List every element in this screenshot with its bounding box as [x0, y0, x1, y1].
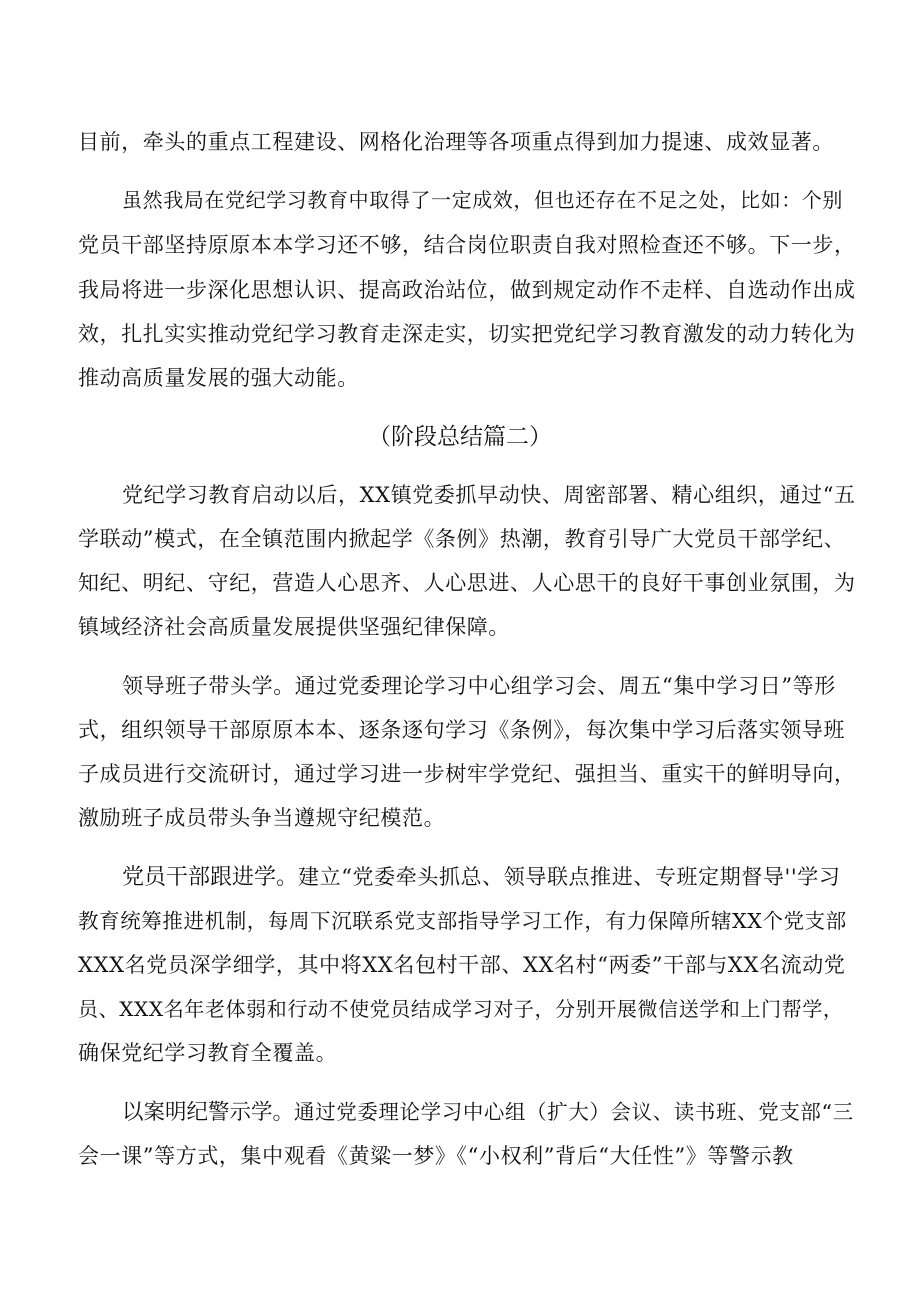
paragraph-line: 效，扎扎实实推动党纪学习教育走深走实，切实把党纪学习教育激发的动力转化为 [78, 322, 856, 346]
paragraph-line: 式，组织领导干部原原本本、逐条逐句学习《条例》，每次集中学习后落实领导班 [78, 718, 846, 742]
paragraph-text: 建立“党委牵头抓总、领导联点推进、专班定期督导''学习 [298, 865, 841, 889]
paragraph-lead: 党员干部跟进学。 [122, 865, 299, 890]
paragraph-line [122, 1097, 854, 1128]
paragraph-line: 学联动”模式，在全镇范围内掀起学《条例》热潮，教育引导广大党员干部学纪、 [78, 527, 846, 551]
paragraph-line: 党员干部坚持原原本本学习还不够，结合岗位职责自我对照检查还不够。下一步， [78, 233, 856, 257]
paragraph-line: 会一课”等方式，集中观看《黄粱一梦》《“小权利”背后“大任性”》等警示教 [78, 1144, 794, 1168]
paragraph-lead: 以案明纪警示学。 [122, 1100, 295, 1125]
paragraph-line: 党纪学习教育启动以后，XX镇党委抓早动快、周密部署、精心组织，通过“五 [122, 483, 856, 507]
paragraph-line: 教育统筹推进机制，每周下沉联系党支部指导学习工作，有力保障所辖XX个党支部 [78, 909, 847, 933]
paragraph-line: 镇域经济社会高质量发展提供坚强纪律保障。 [78, 615, 510, 639]
paragraph-line: 我局将进一步深化思想认识、提高政治站位，做到规定动作不走样、自选动作出成 [78, 278, 856, 302]
section-heading: （阶段总结篇二） [368, 424, 552, 450]
paragraph-line: 子成员进行交流研讨，通过学习进一步树牢学党纪、强担当、重实干的鲜明导向， [78, 762, 856, 786]
paragraph-line: XXX名党员深学细学，其中将XX名包村干部、XX名村“两委”干部与XX名流动党 [78, 953, 846, 977]
paragraph-line [122, 862, 841, 893]
paragraph-line: 领导班子带头学。通过党委理论学习中心组学习会、周五“集中学习日”等形 [122, 674, 836, 698]
paragraph-line: 激励班子成员带头争当遵规守纪模范。 [78, 806, 446, 830]
paragraph-line: 推动高质量发展的强大动能。 [78, 366, 359, 390]
paragraph-line: 确保党纪学习教育全覆盖。 [78, 1041, 338, 1065]
paragraph-line: 虽然我局在党纪学习教育中取得了一定成效，但也还存在不足之处，比如：个别 [122, 188, 843, 212]
paragraph-line: 员、XXX名年老体弱和行动不使党员结成学习对子，分别开展微信送学和上门帮学， [78, 997, 844, 1021]
paragraph-line: 目前，牵头的重点工程建设、网格化治理等各项重点得到加力提速、成效显著。 [78, 130, 834, 154]
paragraph-text: 通过党委理论学习中心组（扩大）会议、读书班、党支部“三 [294, 1100, 854, 1124]
paragraph-line: 知纪、明纪、守纪，营造人心思齐、人心思进、人心思干的良好干事创业氛围，为 [78, 571, 856, 595]
